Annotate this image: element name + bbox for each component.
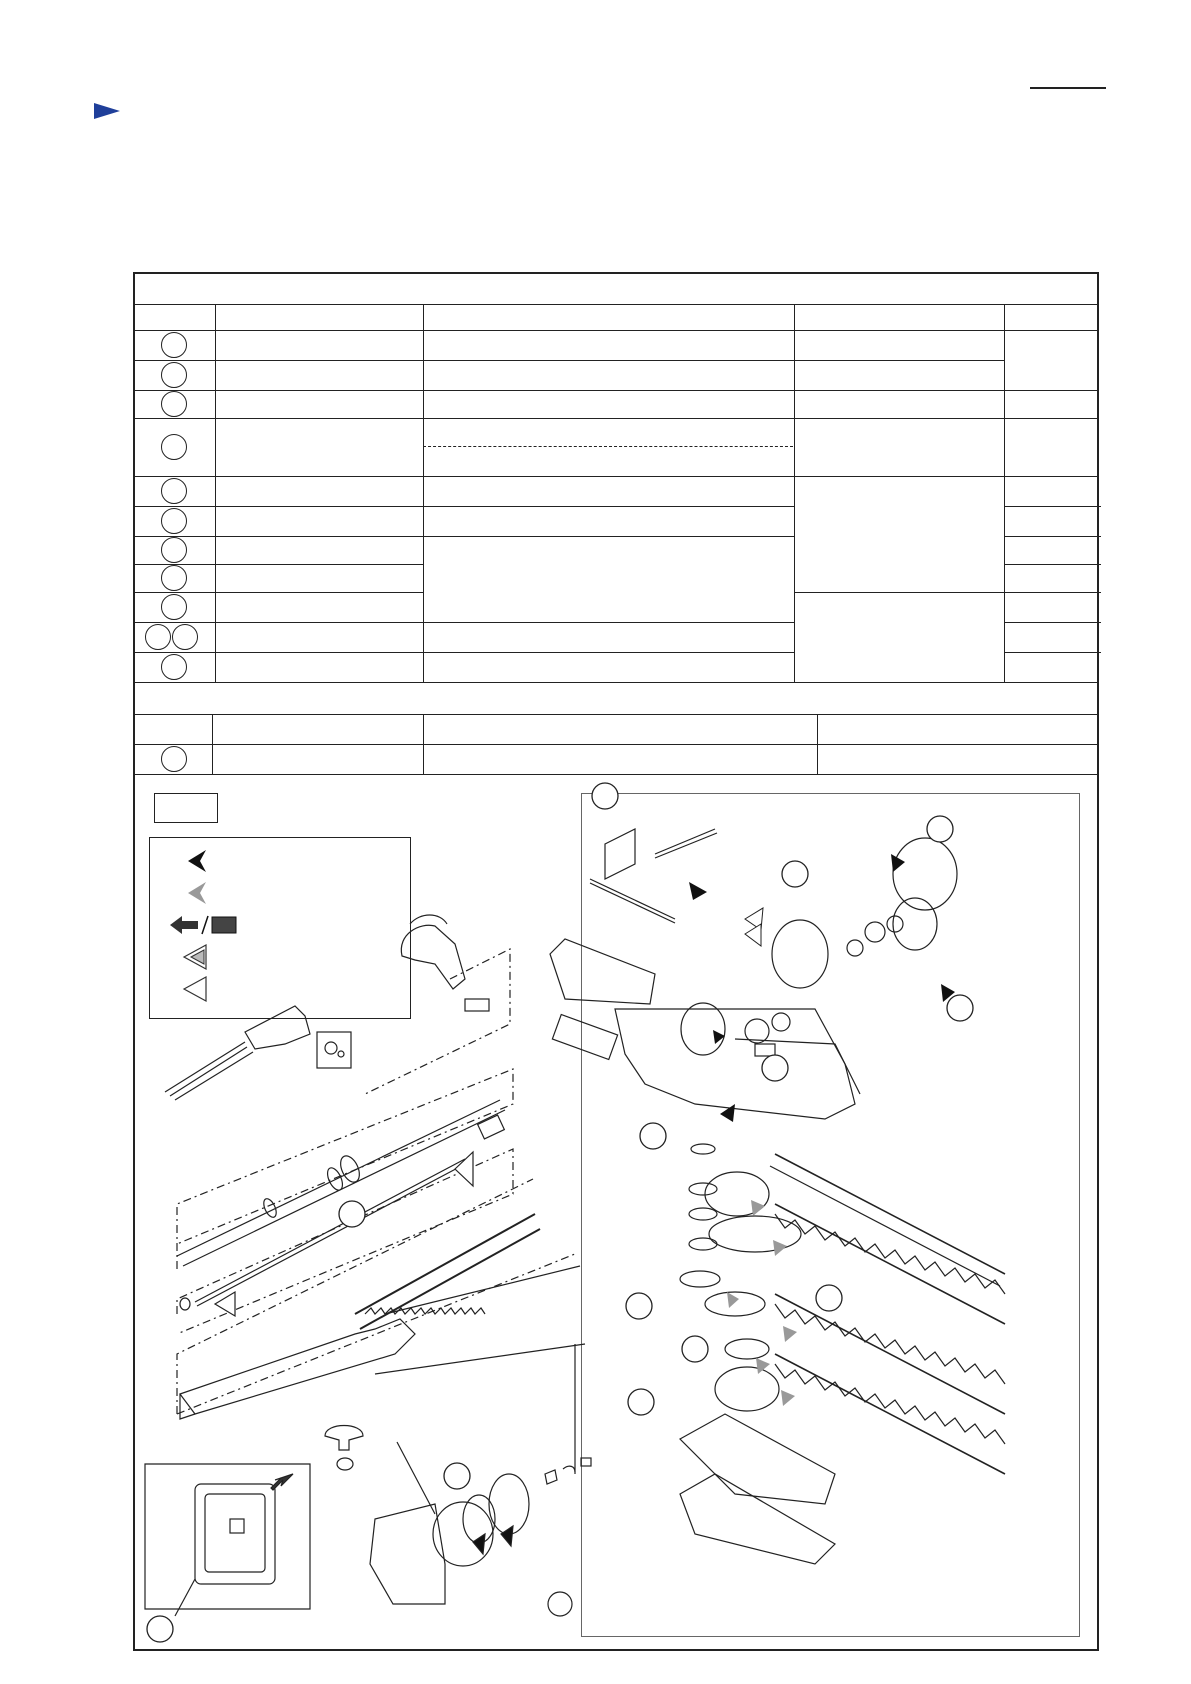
gear-cover-gasket [680,1414,835,1504]
recoil-reel [489,1474,529,1534]
row-number-circle [161,434,187,460]
hedge-trimmer-body [180,1319,415,1414]
nut [545,1470,557,1484]
row-number-circle [161,362,187,388]
row-number-circle [161,565,187,591]
bottom-blade [775,1354,1005,1474]
black-arrow [501,1526,513,1546]
shaft-tube [177,1100,500,1256]
rear-grip [245,1006,310,1049]
row-number-circle [161,537,187,563]
bevel-gear [680,1271,720,1287]
row-number-circle [145,624,171,650]
callout-circle [628,1389,654,1415]
black-arrow [473,1534,485,1554]
bearing-housing [893,838,957,910]
row-number-circle [161,746,187,772]
callout-circle [682,1336,708,1362]
gear-case [615,1009,855,1119]
pinion-gear [691,1144,715,1154]
outline-arrow [745,924,761,946]
outline-arrow [455,1152,473,1186]
callout-circle [947,995,973,1021]
callout-circle [339,1201,365,1227]
throttle-detail-box [317,1032,351,1068]
blade-guide [775,1154,1005,1274]
lower-blade [775,1294,1005,1414]
gear-housing-cover [772,920,828,988]
shaft-bushing [478,1115,505,1139]
row-number-circle [161,391,187,417]
callout-circle [782,861,808,887]
connecting-plate [709,1216,801,1252]
pulley [548,1592,572,1616]
black-arrow [713,1030,725,1044]
row-number-circle [172,624,198,650]
starter-cover [370,1504,445,1604]
callout-circle [640,1123,666,1149]
gear-cover-base [680,1474,835,1564]
repair-table-frame [133,272,1099,1651]
callout-circle [444,1463,470,1489]
grey-arrow [781,1390,795,1406]
cylinder-gasket-view [145,1464,310,1609]
washer [725,1339,769,1359]
blade-cover [552,1015,617,1060]
callout-circle [147,1616,173,1642]
exploded-view-illustration [135,774,1101,1653]
black-arrow [271,1474,293,1490]
upper-blade [775,1204,1005,1324]
cap-part [325,1426,363,1451]
cam-plate [715,1367,779,1411]
row-number-circle [161,594,187,620]
callout-circle [927,816,953,842]
callout-circle [592,783,618,809]
handle-tag [465,999,489,1011]
row-number-circle [161,478,187,504]
row-number-circle [161,332,187,358]
grey-arrow [783,1326,797,1342]
grey-arrow [727,1292,739,1308]
screw [581,1458,591,1466]
black-arrow [891,854,905,872]
section-arrow-icon [94,103,120,119]
grey-arrow [756,1358,770,1374]
crank-gear [705,1292,765,1316]
callout-circle [762,1055,788,1081]
loop-handle [401,925,465,989]
callout-circle [626,1293,652,1319]
page-number-underline [1030,87,1106,89]
black-arrow [689,882,707,900]
outline-arrow [215,1292,235,1316]
clutch-housing [550,939,655,1004]
row-number-circle [161,654,187,680]
drive-shaft-upper [655,829,715,854]
grey-arrow [751,1200,765,1216]
row-number-circle [161,508,187,534]
callout-circle [816,1285,842,1311]
